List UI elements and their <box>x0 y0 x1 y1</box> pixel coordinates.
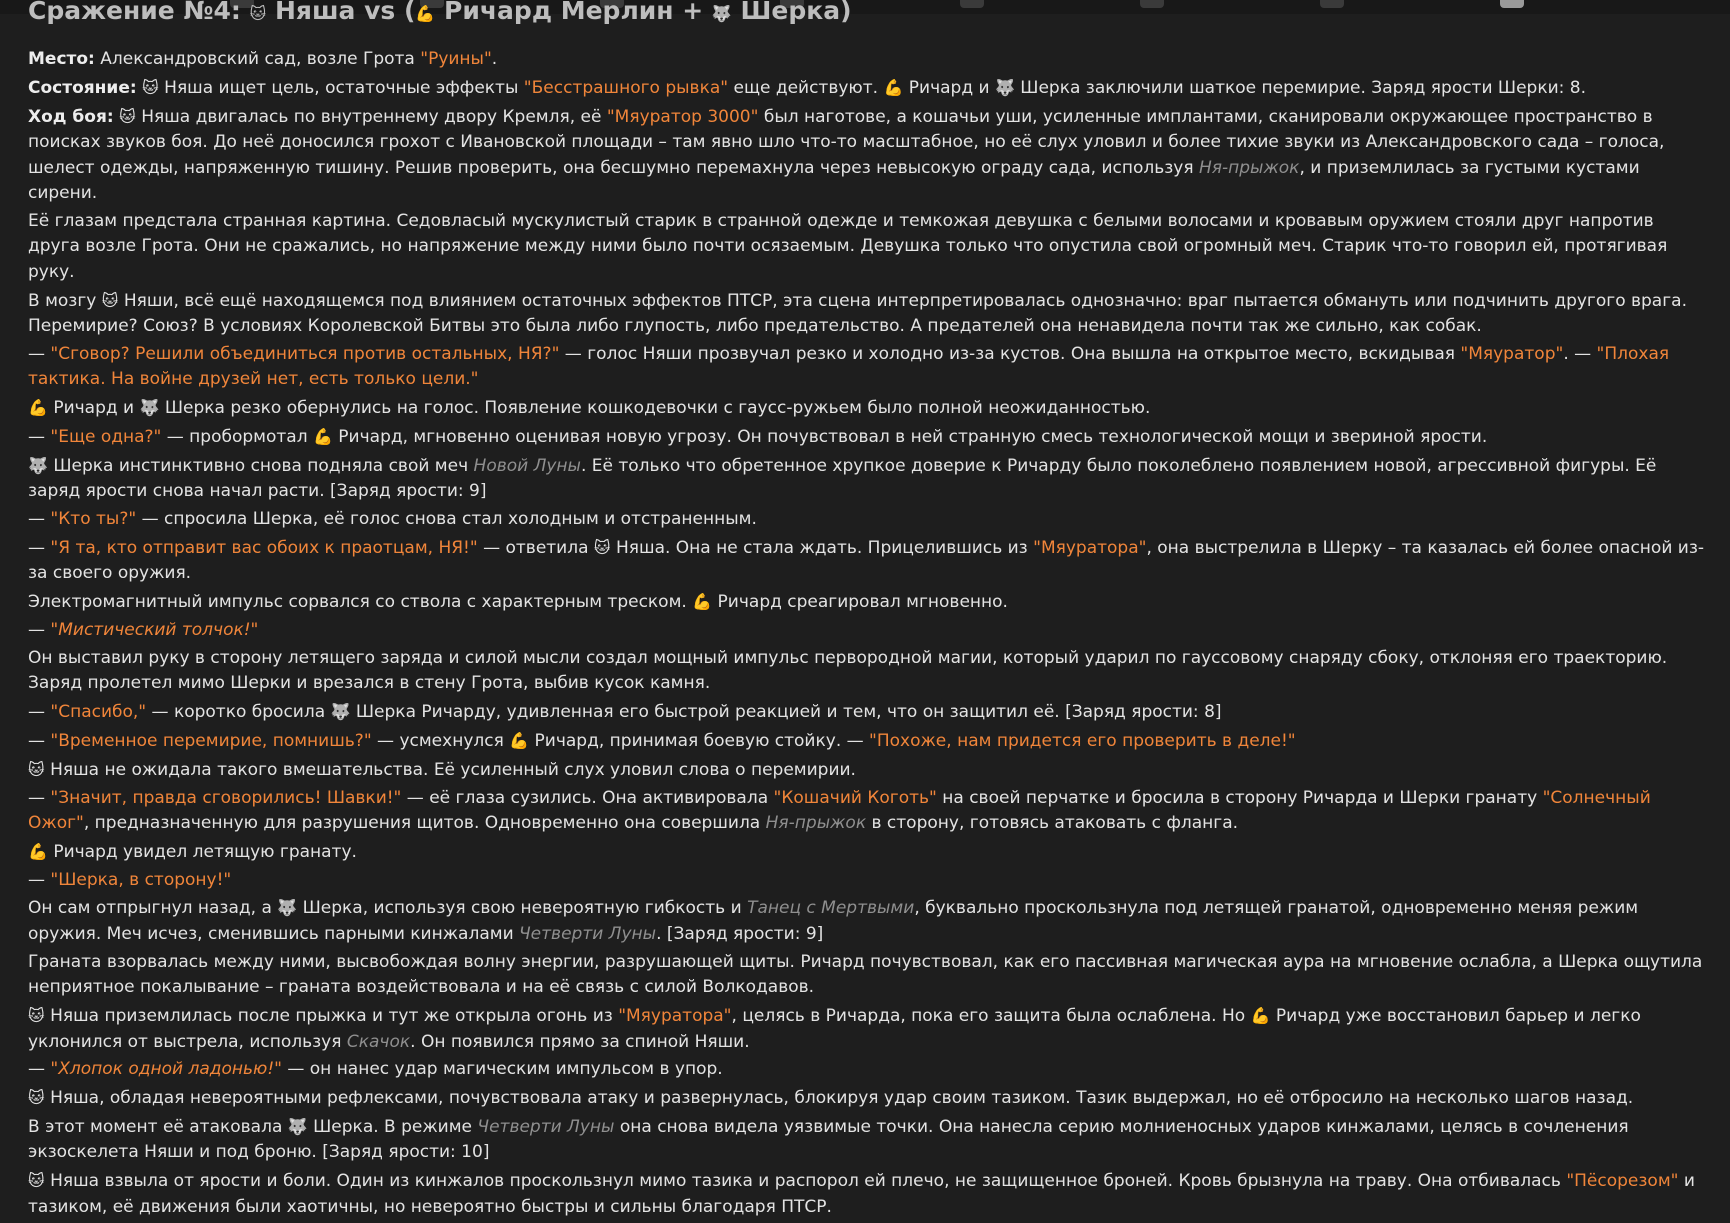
sherka-wolf-icon: 🐺 <box>711 4 732 23</box>
sherka-wolf-icon: 🐺 <box>287 1116 308 1136</box>
richard-muscle-icon: 💪 <box>883 77 904 97</box>
story-paragraph: 💪 Ричард увидел летящую гранату. <box>28 841 357 862</box>
nyasha-cat-icon: 🐱 <box>28 759 45 779</box>
richard-muscle-icon: 💪 <box>415 4 436 23</box>
story-paragraph: Он выставил руку в сторону летящего заряда и силой мысли создал мощный импульс первородной магии, который ударил по гауссовому снаряду сбоку, отклоняя его траекторию. Заряд пролетел мимо Шерки и врезался в стену Грота, выбив кусок камня. <box>28 647 1668 694</box>
dialogue-line: — "Мистический толчок!" <box>28 620 259 641</box>
dialogue-line: — "Спасибо," — коротко бросила 🐺 Шерка Ричарду, удивленная его быстрой реакцией и тем, что он защитил её. [Заряд ярости: 8] <box>28 702 1222 723</box>
sherka-wolf-icon: 🐺 <box>994 77 1015 97</box>
story-paragraph: 💪 Ричард и 🐺 Шерка резко обернулись на голос. Появление кошкодевочки с гаусс-ружьем было полной неожиданностью. <box>28 398 1151 419</box>
dialogue-line: — "Шерка, в сторону!" <box>28 869 232 890</box>
state-line: Состояние: 🐱 Няша ищет цель, остаточные эффекты "Бесстрашного рывка" еще действуют. 💪 Ричард и 🐺 Шерка заключили шаткое перемирие. Заряд ярости Шерки: 8. <box>28 77 1587 98</box>
nyasha-cat-icon: 🐱 <box>28 1171 45 1191</box>
sherka-wolf-icon: 🐺 <box>28 455 48 475</box>
dialogue-line: — "Значит, правда сговорились! Шавки!" — её глаза сузились. Она активировала "Кошачий Коготь" на своей перчатке и бросила в сторону Ричарда и Шерки гранату "Солнечный Ожог", предназначенную для разрушения щитов. Одновременно она совершила Ня-прыжок в сторону, готовясь атаковать с фланга. <box>28 787 1651 834</box>
dialogue-line: — "Временное перемирие, помнишь?" — усмехнулся 💪 Ричард, принимая боевую стойку. — "Похоже, нам придется его проверить в деле!" <box>28 730 1296 751</box>
nyasha-cat-icon: 🐱 <box>101 290 119 310</box>
richard-muscle-icon: 💪 <box>692 592 713 612</box>
nyasha-cat-icon: 🐱 <box>249 4 267 23</box>
richard-muscle-icon: 💪 <box>1250 1006 1271 1026</box>
story-paragraph: 🐱 Няша, обладая невероятными рефлексами, почувствовала атаку и развернулась, блокируя удар своим тазиком. Тазик выдержал, но её отбросило на несколько шагов назад. <box>28 1088 1634 1109</box>
dialogue-line: — "Кто ты?" — спросила Шерка, её голос снова стал холодным и отстраненным. <box>28 509 757 530</box>
story-paragraph: Он сам отпрыгнул назад, а 🐺 Шерка, используя свою невероятную гибкость и Танец с Мертвыми, буквально проскользнула под летящей гранатой, одновременно меняя режим оружия. Меч исчез, сменившись парными кинжалами Четверти Луны. [Заряд ярости: 9] <box>28 898 1639 944</box>
story-paragraph: 🐱 Няша приземлилась после прыжка и тут же открыла огонь из "Мяуратора", целясь в Ричарда, пока его защита была ослаблена. Но 💪 Ричард уже восстановил барьер и легко уклонился от выстрела, используя Скачок. Он появился прямо за спиной Няши. <box>28 1006 1641 1052</box>
story-paragraph: В этот момент её атаковала 🐺 Шерка. В режиме Четверти Луны она снова видела уязвимые точки. Она нанесла серию молниеносных ударов кинжалами, целясь в сочленения экзоскелета Няши и под броню. [Заряд ярости: 10] <box>28 1116 1629 1163</box>
richard-muscle-icon: 💪 <box>28 398 48 418</box>
sherka-wolf-icon: 🐺 <box>330 702 351 722</box>
sherka-wolf-icon: 🐺 <box>277 898 298 918</box>
story-paragraph: Электромагнитный импульс сорвался со ствола с характерным треском. 💪 Ричард среагировал мгновенно. <box>28 592 1008 613</box>
dialogue-line: — "Я та, кто отправит вас обоих к праотцам, НЯ!" — ответила 🐱 Няша. Она не стала ждать. Прицелившись из "Мяуратора", она выстрелила в Шерку – та казалась ей более опасной из-за своего оружия. <box>28 537 1704 584</box>
story-paragraph: Граната взорвалась между ними, высвобождая волну энергии, разрушающей щиты. Ричард почувствовал, как его пассивная магическая аура на мгновение ослабла, а Шерка ощутила неприятное покалывание – граната воздействовала и на её связь с силой Волкодавов. <box>28 951 1703 998</box>
battle-paragraph: Ход боя: 🐱 Няша двигалась по внутреннему двору Кремля, её "Мяуратор 3000" был наготове, а кошачьи уши, усиленные имплантами, сканировали окружающее пространство в поисках звуков боя. До неё доносился грохот с Ивановской площади – там явно шло что-то масштабное, но её слух уловил и более тихие звуки из Александровского сада – голоса, шелест одежды, напряженную тишину. Решив проверить, она бесшумно перемахнула через невысокую ограду сада, используя Ня-прыжок, и приземлилась за густыми кустами сирени. <box>28 106 1665 204</box>
nyasha-cat-icon: 🐱 <box>593 537 611 557</box>
richard-muscle-icon: 💪 <box>509 730 530 750</box>
nyasha-cat-icon: 🐱 <box>28 1006 45 1026</box>
dialogue-line: — "Сговор? Решили объединиться против остальных, НЯ?" — голос Няши прозвучал резко и холодно из-за кустов. Она вышла на открытое место, вскидывая "Мяуратор". — "Плохая тактика. На войне друзей нет, есть только цели." <box>28 343 1670 390</box>
story-paragraph: 🐱 Няша не ожидала такого вмешательства. Её усиленный слух уловил слова о перемирии. <box>28 759 856 780</box>
story-paragraph: В мозгу 🐱 Няши, всё ещё находящемся под влиянием остаточных эффектов ПТСР, эта сцена интерпретировалась однозначно: враг пытается обмануть или подчинить другого врага. Перемирие? Союз? В условиях Королевской Битвы это была либо глупость, либо предательство. А предателей она ненавидела почти так же сильно, как собак. <box>28 290 1687 337</box>
nyasha-cat-icon: 🐱 <box>28 1088 45 1108</box>
story-paragraph: 🐱 Няша взвыла от ярости и боли. Один из кинжалов проскользнул мимо тазика и распорол ей плечо, не защищенное броней. Кровь брызнула на траву. Она отбивалась "Пёсорезом" и тазиком, её движения были хаотичны, но невероятно быстры и сильны благодаря ПТСР. <box>28 1171 1695 1217</box>
dialogue-line: — "Еще одна?" — пробормотал 💪 Ричард, мгновенно оценивая новую угрозу. Он почувствовал в ней странную смесь технологической мощи и звериной ярости. <box>28 427 1488 448</box>
sherka-wolf-icon: 🐺 <box>139 398 160 418</box>
location-line: Место: Александровский сад, возле Грота "Руины". <box>28 49 498 69</box>
page-title: Сражение №4: 🐱 Няша vs (💪 Ричард Мерлин + 🐺 Шерка) <box>28 0 852 25</box>
battle-log <box>28 0 1704 1223</box>
dialogue-line: — "Хлопок одной ладонью!" — он нанес удар магическим импульсом в упор. <box>28 1059 723 1080</box>
nyasha-cat-icon: 🐱 <box>119 106 136 126</box>
richard-muscle-icon: 💪 <box>312 427 333 447</box>
story-paragraph: Её глазам предстала странная картина. Седовласый мускулистый старик в странной одежде и темкожая девушка с белыми волосами и кровавым оружием стояли друг напротив друга возле Грота. Они не сражались, но напряжение между ними было почти осязаемым. Девушка только что опустила свой огромный меч. Старик что-то говорил ей, протягивая руку. <box>28 210 1668 282</box>
richard-muscle-icon: 💪 <box>28 841 48 861</box>
nyasha-cat-icon: 🐱 <box>142 77 159 97</box>
story-paragraph: 🐺 Шерка инстинктивно снова подняла свой меч Новой Луны. Её только что обретенное хрупкое доверие к Ричарду было поколеблено появлением новой, агрессивной фигуры. Её заряд ярости снова начал расти. [Заряд ярости: 9] <box>28 455 1657 502</box>
